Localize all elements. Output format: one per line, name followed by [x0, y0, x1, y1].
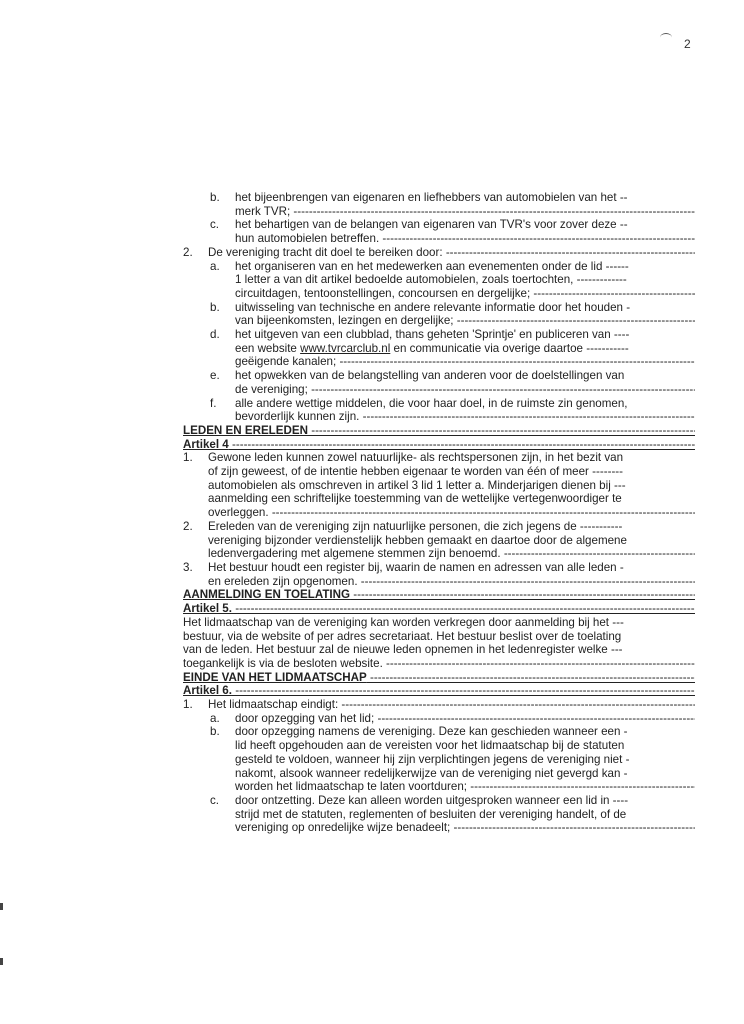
edge-punch-mark [0, 903, 3, 910]
section-heading [183, 602, 695, 616]
line-text: uitwisseling van technische en andere relevante informatie door het houden - [235, 300, 631, 314]
line-text: de vereniging; ----- [235, 383, 695, 397]
line-text: lid heeft opgehouden aan de vereisten voor het lidmaatschap bij de statuten [235, 739, 625, 753]
section-heading [183, 424, 695, 438]
line-text: door opzegging van het lid; ----- [235, 712, 695, 726]
list-item [183, 260, 695, 274]
list-item-continuation [183, 287, 695, 301]
list-item [183, 218, 695, 232]
line-text: De vereniging tracht dit doel te bereiken door: ----- [208, 246, 695, 260]
line-text: Ereleden van de vereniging zijn natuurlijke personen, die zich jegens de ----------- [208, 519, 623, 533]
list-item [183, 191, 695, 205]
line-text: door ontzetting. Deze kan alleen worden uitgesproken wanneer een lid in ---- [235, 793, 629, 807]
item-label: 2. [183, 245, 193, 259]
heading-text: Artikel 4 ----- [183, 438, 695, 452]
list-item-continuation [183, 808, 695, 822]
line-text: ledenvergadering met algemene stemmen zijn benoemd. ----- [208, 547, 695, 561]
list-item-continuation [183, 630, 695, 644]
list-item [183, 328, 695, 342]
list-item [183, 725, 695, 739]
line-text: toegankelijk is via de besloten website. ----- [183, 657, 695, 671]
line-text [235, 342, 695, 356]
line-text: door opzegging namens de vereniging. Deze kan geschieden wanneer een - [235, 725, 628, 739]
line-text: het opwekken van de belangstelling van anderen voor de doelstellingen van [235, 369, 625, 383]
list-item [183, 397, 695, 411]
list-item-continuation [183, 506, 695, 520]
item-label: d. [210, 328, 220, 342]
line-text: merk TVR; ----- [235, 205, 695, 219]
list-item-continuation [183, 465, 695, 479]
line-text: van bijeenkomsten, lezingen en dergelijke; ----- [235, 314, 695, 328]
list-item-continuation [183, 821, 695, 835]
list-item-continuation [183, 534, 695, 548]
line-text: strijd met de statuten, reglementen of besluiten der vereniging handelt, of de [235, 807, 627, 821]
item-label: b. [210, 191, 220, 204]
item-label: a. [210, 259, 220, 273]
line-text: bevorderlijk kunnen zijn. ----- [235, 410, 695, 424]
heading-text: LEDEN EN ERELEDEN ----- [183, 424, 695, 438]
line-text: het bijeenbrengen van eigenaren en liefhebbers van automobielen van het -- [235, 191, 628, 204]
item-label: f. [210, 396, 217, 410]
list-item-continuation [183, 205, 695, 219]
line-text: of zijn geweest, of de intentie hebben eigenaar te worden van één of meer -------- [208, 465, 624, 479]
list-item [183, 301, 695, 315]
list-item-continuation [183, 575, 695, 589]
item-label: 2. [183, 519, 193, 533]
line-text: worden het lidmaatschap te laten voortduren; ----- [235, 780, 695, 794]
item-label: a. [210, 711, 220, 725]
item-label: e. [210, 369, 220, 383]
list-item-continuation [183, 780, 695, 794]
section-heading [183, 684, 695, 698]
item-label: 1. [183, 698, 193, 712]
item-label: 1. [183, 451, 193, 465]
heading-text: AANMELDING EN TOELATING ----- [183, 588, 695, 602]
page-number: 2 [684, 37, 691, 51]
line-text: Het bestuur houdt een register bij, waarin de namen en adressen van alle leden - [208, 560, 624, 574]
list-item-continuation [183, 767, 695, 781]
line-text: het behartigen van de belangen van eigenaren van TVR's voor zover deze -- [235, 218, 628, 232]
line-text: Het lidmaatschap eindigt: ----- [208, 698, 695, 712]
line-text: overleggen. ----- [208, 506, 695, 520]
scan-artifact-mark [660, 33, 672, 42]
section-heading [183, 438, 695, 452]
list-item [183, 451, 695, 465]
list-item [183, 616, 695, 630]
list-item [183, 712, 695, 726]
list-item-continuation [183, 342, 695, 356]
list-item [183, 561, 695, 575]
line-text: nakomt, alsook wanneer redelijkerwijze van de vereniging niet gevergd kan - [235, 766, 628, 780]
website-link[interactable]: www.tvrcarclub.nl [300, 341, 391, 355]
list-item-continuation [183, 739, 695, 753]
line-text: aanmelding een schriftelijke toestemming van de wettelijke vertegenwoordiger te [208, 492, 622, 506]
list-item [183, 794, 695, 808]
list-item [183, 369, 695, 383]
list-item [183, 246, 695, 260]
list-item-continuation [183, 643, 695, 657]
item-label: b. [210, 300, 220, 314]
line-text: vereniging bijzonder verdienstelijk hebben gemaakt en daartoe door de algemene [208, 533, 627, 547]
heading-text: EINDE VAN HET LIDMAATSCHAP ----- [183, 671, 695, 685]
line-text: 1 letter a van dit artikel bedoelde automobielen, zoals toertochten, ------------- [235, 273, 627, 287]
section-heading [183, 588, 695, 602]
list-item-continuation [183, 657, 695, 671]
line-text: gesteld te voldoen, wanneer hij zijn verplichtingen jegens de vereniging niet - [235, 752, 630, 766]
item-label: b. [210, 725, 220, 739]
line-text: alle andere wettige middelen, die voor haar doel, in de ruimste zin genomen, [235, 396, 628, 410]
list-item-continuation [183, 232, 695, 246]
list-item-continuation [183, 492, 695, 506]
list-item-continuation [183, 273, 695, 287]
item-label: 3. [183, 560, 193, 574]
line-text: het uitgeven van een clubblad, thans geheten 'Sprintje' en publiceren van ---- [235, 328, 630, 342]
line-text: hun automobielen betreffen. ----- [235, 232, 695, 246]
line-text: bestuur, via de website of per adres secretariaat. Het bestuur beslist over de toelating [183, 629, 622, 643]
heading-text: Artikel 6. ----- [183, 684, 695, 698]
list-item-continuation [183, 410, 695, 424]
document-body [183, 191, 695, 835]
line-text-before-link: een website [235, 341, 301, 355]
item-label: c. [210, 793, 220, 807]
line-text-after-link: en communicatie via overige daartoe ----------- [390, 341, 629, 355]
line-text: van de leden. Het bestuur zal de nieuwe leden opnemen in het ledenregister welke --- [183, 643, 623, 657]
line-text: Het lidmaatschap van de vereniging kan worden verkregen door aanmelding bij het --- [183, 615, 624, 629]
edge-punch-mark [0, 958, 3, 965]
item-label: c. [210, 218, 220, 232]
line-text: het organiseren van en het medewerken aan evenementen onder de lid ------ [235, 259, 629, 273]
line-text: en ereleden zijn opgenomen. ----- [208, 575, 695, 589]
list-item-continuation [183, 314, 695, 328]
list-item-continuation [183, 547, 695, 561]
list-item [183, 698, 695, 712]
list-item-continuation [183, 355, 695, 369]
list-item-continuation [183, 479, 695, 493]
line-text: vereniging op onredelijke wijze benadeelt; ----- [235, 821, 695, 835]
line-text: circuitdagen, tentoonstellingen, concoursen en dergelijke; ----- [235, 287, 695, 301]
list-item [183, 520, 695, 534]
section-heading [183, 671, 695, 685]
list-item-continuation [183, 753, 695, 767]
line-text: automobielen als omschreven in artikel 3 lid 1 letter a. Minderjarigen dienen bij --- [208, 478, 626, 492]
heading-text: Artikel 5. ----- [183, 602, 695, 616]
line-text: Gewone leden kunnen zowel natuurlijke- als rechtspersonen zijn, in het bezit van [208, 451, 624, 465]
line-text: geëigende kanalen; ----- [235, 355, 695, 369]
list-item-continuation [183, 383, 695, 397]
